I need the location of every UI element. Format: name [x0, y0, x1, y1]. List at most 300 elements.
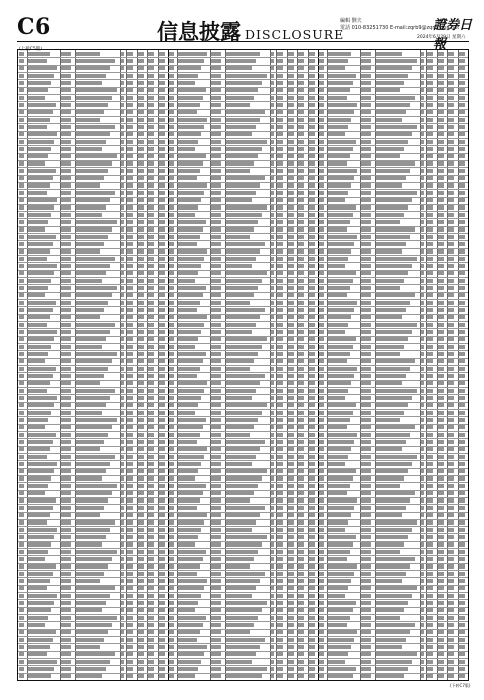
table-cell	[309, 411, 315, 415]
table-cell	[438, 235, 444, 239]
table-cell	[288, 396, 294, 400]
table-cell	[211, 491, 220, 495]
table-cell	[328, 579, 351, 583]
table-cell	[159, 176, 165, 180]
table-row-line	[18, 475, 468, 476]
table-cell	[61, 315, 70, 319]
table-cell	[361, 81, 370, 85]
table-cell	[211, 227, 220, 231]
table-cell	[376, 205, 408, 209]
table-row-line	[18, 255, 468, 256]
table-cell	[159, 52, 165, 56]
table-cell	[361, 498, 370, 502]
table-cell	[328, 88, 349, 92]
table-cell	[271, 389, 274, 393]
table-cell	[298, 411, 304, 415]
table-cell	[121, 594, 124, 598]
table-cell	[298, 396, 304, 400]
table-cell	[361, 645, 370, 649]
table-cell	[319, 227, 324, 231]
table-cell	[319, 623, 324, 627]
table-cell	[138, 425, 144, 429]
table-cell	[138, 623, 144, 627]
table-cell	[19, 183, 24, 187]
table-cell	[211, 257, 220, 261]
table-row-line	[18, 629, 468, 630]
table-cell	[309, 572, 315, 576]
table-cell	[309, 594, 315, 598]
table-cell	[226, 205, 266, 209]
table-cell	[178, 96, 202, 100]
table-cell	[178, 469, 198, 473]
table-cell	[448, 374, 454, 378]
table-cell	[19, 440, 24, 444]
table-cell	[138, 440, 144, 444]
table-cell	[121, 425, 124, 429]
table-cell	[448, 608, 454, 612]
table-cell	[376, 74, 408, 78]
table-cell	[19, 337, 24, 341]
table-cell	[288, 257, 294, 261]
table-cell	[178, 535, 198, 539]
table-cell	[448, 74, 454, 78]
table-cell	[427, 279, 433, 283]
table-row-line	[18, 563, 468, 564]
table-row-line	[18, 504, 468, 505]
table-cell	[448, 433, 454, 437]
table-cell	[159, 608, 165, 612]
table-cell	[438, 59, 444, 63]
table-row-line	[18, 424, 468, 425]
table-cell	[298, 308, 304, 312]
table-cell	[19, 52, 24, 56]
table-cell	[288, 550, 294, 554]
table-cell	[76, 359, 112, 363]
table-cell	[28, 572, 52, 576]
table-cell	[211, 81, 220, 85]
table-cell	[459, 418, 465, 422]
table-cell	[226, 88, 258, 92]
table-cell	[127, 396, 133, 400]
table-cell	[211, 103, 220, 107]
table-cell	[421, 491, 424, 495]
table-cell	[148, 425, 154, 429]
table-cell	[138, 279, 144, 283]
table-cell	[169, 110, 174, 114]
table-cell	[361, 396, 370, 400]
table-cell	[376, 389, 416, 393]
table-cell	[148, 330, 154, 334]
table-cell	[361, 535, 370, 539]
table-cell	[169, 191, 174, 195]
table-cell	[76, 315, 99, 319]
table-cell	[121, 418, 124, 422]
table-cell	[319, 418, 324, 422]
table-cell	[127, 125, 133, 129]
table-cell	[271, 183, 274, 187]
table-cell	[309, 418, 315, 422]
table-cell	[121, 455, 124, 459]
table-cell	[448, 264, 454, 268]
table-cell	[61, 103, 70, 107]
table-cell	[28, 455, 46, 459]
table-cell	[438, 205, 444, 209]
table-cell	[138, 81, 144, 85]
table-row-line	[18, 189, 468, 190]
table-cell	[319, 147, 324, 151]
table-cell	[76, 235, 108, 239]
table-cell	[459, 345, 465, 349]
table-cell	[138, 498, 144, 502]
table-cell	[427, 667, 433, 671]
table-cell	[76, 455, 114, 459]
table-cell	[226, 520, 256, 524]
table-cell	[421, 440, 424, 444]
table-cell	[178, 323, 204, 327]
table-cell	[421, 308, 424, 312]
table-cell	[277, 183, 283, 187]
table-cell	[178, 594, 201, 598]
table-cell	[309, 220, 315, 224]
table-row-line	[18, 167, 468, 168]
table-cell	[376, 257, 416, 261]
table-cell	[271, 359, 274, 363]
table-cell	[319, 323, 324, 327]
table-cell	[319, 374, 324, 378]
table-cell	[159, 418, 165, 422]
table-cell	[121, 528, 124, 532]
table-cell	[309, 242, 315, 246]
table-cell	[271, 403, 274, 407]
table-cell	[271, 213, 274, 217]
table-cell	[121, 96, 124, 100]
table-cell	[459, 257, 465, 261]
table-cell	[169, 535, 174, 539]
table-cell	[127, 403, 133, 407]
table-cell	[226, 645, 260, 649]
table-row-line	[18, 402, 468, 403]
table-cell	[298, 528, 304, 532]
table-cell	[121, 484, 124, 488]
table-cell	[226, 586, 256, 590]
table-cell	[319, 630, 324, 634]
table-cell	[127, 667, 133, 671]
table-cell	[61, 520, 70, 524]
table-cell	[328, 528, 345, 532]
table-cell	[19, 396, 24, 400]
table-cell	[328, 242, 354, 246]
table-cell	[438, 374, 444, 378]
table-cell	[226, 396, 252, 400]
table-cell	[319, 103, 324, 107]
table-cell	[421, 572, 424, 576]
table-cell	[448, 352, 454, 356]
table-cell	[421, 81, 424, 85]
table-cell	[421, 476, 424, 480]
table-cell	[61, 52, 70, 56]
table-cell	[76, 440, 104, 444]
table-cell	[288, 52, 294, 56]
table-cell	[328, 220, 349, 224]
table-cell	[448, 96, 454, 100]
table-cell	[159, 140, 165, 144]
table-cell	[448, 140, 454, 144]
table-cell	[127, 147, 133, 151]
table-cell	[361, 594, 370, 598]
table-cell	[148, 367, 154, 371]
table-cell	[19, 169, 24, 173]
table-cell	[288, 462, 294, 466]
table-cell	[271, 132, 274, 136]
table-cell	[76, 586, 114, 590]
table-cell	[361, 579, 370, 583]
table-cell	[226, 242, 264, 246]
table-cell	[28, 381, 49, 385]
table-cell	[277, 630, 283, 634]
table-cell	[448, 564, 454, 568]
table-cell	[169, 81, 174, 85]
table-cell	[19, 557, 24, 561]
table-cell	[438, 418, 444, 422]
table-cell	[121, 630, 124, 634]
table-cell	[169, 433, 174, 437]
table-cell	[138, 249, 144, 253]
table-cell	[226, 374, 264, 378]
table-cell	[148, 403, 154, 407]
table-cell	[438, 74, 444, 78]
table-cell	[271, 257, 274, 261]
table-cell	[427, 660, 433, 664]
newspaper-logo: 證券日報	[433, 18, 473, 52]
table-cell	[127, 88, 133, 92]
table-cell	[211, 279, 220, 283]
table-cell	[459, 572, 465, 576]
table-cell	[127, 411, 133, 415]
table-cell	[376, 528, 412, 532]
table-cell	[421, 608, 424, 612]
table-cell	[76, 161, 112, 165]
table-cell	[459, 176, 465, 180]
table-cell	[328, 572, 354, 576]
table-cell	[288, 220, 294, 224]
table-cell	[211, 74, 220, 78]
table-cell	[127, 227, 133, 231]
table-cell	[19, 645, 24, 649]
table-cell	[298, 594, 304, 598]
table-cell	[271, 447, 274, 451]
table-cell	[211, 249, 220, 253]
table-cell	[298, 154, 304, 158]
table-cell	[309, 520, 315, 524]
table-cell	[448, 476, 454, 480]
table-cell	[19, 352, 24, 356]
table-row-line	[18, 277, 468, 278]
table-cell	[76, 638, 104, 642]
table-cell	[169, 616, 174, 620]
table-cell	[421, 110, 424, 114]
table-cell	[427, 484, 433, 488]
table-cell	[376, 506, 406, 510]
table-cell	[271, 125, 274, 129]
table-cell	[459, 674, 465, 678]
table-cell	[121, 616, 124, 620]
table-cell	[127, 293, 133, 297]
table-cell	[226, 638, 264, 642]
table-cell	[148, 110, 154, 114]
table-cell	[319, 586, 324, 590]
table-cell	[28, 447, 49, 451]
table-cell	[226, 301, 249, 305]
table-cell	[138, 293, 144, 297]
table-cell	[298, 257, 304, 261]
table-cell	[211, 557, 220, 561]
table-cell	[328, 257, 348, 261]
table-cell	[211, 455, 220, 459]
table-cell	[19, 476, 24, 480]
table-cell	[127, 660, 133, 664]
table-cell	[459, 403, 465, 407]
table-cell	[178, 462, 201, 466]
table-cell	[298, 88, 304, 92]
table-cell	[121, 315, 124, 319]
table-cell	[178, 359, 202, 363]
table-cell	[76, 257, 114, 261]
table-cell	[121, 440, 124, 444]
table-cell	[148, 271, 154, 275]
table-cell	[169, 652, 174, 656]
table-cell	[19, 579, 24, 583]
table-cell	[298, 579, 304, 583]
table-cell	[448, 425, 454, 429]
table-cell	[178, 667, 198, 671]
table-cell	[298, 455, 304, 459]
table-cell	[28, 88, 48, 92]
table-cell	[309, 235, 315, 239]
table-cell	[28, 389, 46, 393]
table-cell	[277, 403, 283, 407]
table-cell	[298, 381, 304, 385]
table-cell	[361, 513, 370, 517]
table-cell	[438, 198, 444, 202]
table-cell	[61, 433, 70, 437]
table-cell	[421, 586, 424, 590]
table-cell	[328, 293, 346, 297]
table-cell	[459, 491, 465, 495]
table-cell	[376, 198, 412, 202]
table-cell	[226, 191, 256, 195]
table-cell	[159, 74, 165, 78]
table-cell	[148, 528, 154, 532]
table-cell	[448, 169, 454, 173]
table-cell	[169, 352, 174, 356]
table-cell	[319, 352, 324, 356]
table-cell	[169, 96, 174, 100]
table-cell	[438, 630, 444, 634]
table-cell	[421, 550, 424, 554]
table-cell	[271, 528, 274, 532]
table-cell	[19, 227, 24, 231]
table-cell	[121, 227, 124, 231]
table-cell	[361, 279, 370, 283]
table-cell	[271, 279, 274, 283]
table-cell	[288, 367, 294, 371]
table-cell	[169, 440, 174, 444]
table-cell	[309, 227, 315, 231]
table-cell	[226, 249, 260, 253]
table-cell	[271, 286, 274, 290]
table-cell	[148, 440, 154, 444]
table-cell	[28, 469, 54, 473]
table-cell	[361, 367, 370, 371]
table-cell	[28, 352, 48, 356]
table-cell	[438, 337, 444, 341]
table-cell	[19, 140, 24, 144]
table-cell	[61, 301, 70, 305]
table-cell	[298, 220, 304, 224]
table-cell	[19, 535, 24, 539]
table-cell	[459, 367, 465, 371]
table-cell	[76, 374, 104, 378]
table-cell	[169, 447, 174, 451]
table-cell	[427, 337, 433, 341]
table-cell	[169, 418, 174, 422]
table-cell	[361, 161, 370, 165]
table-cell	[459, 389, 465, 393]
table-cell	[288, 242, 294, 246]
table-cell	[438, 660, 444, 664]
table-cell	[76, 88, 116, 92]
table-cell	[438, 396, 444, 400]
table-cell	[76, 352, 116, 356]
table-cell	[448, 271, 454, 275]
table-row-line	[18, 497, 468, 498]
table-cell	[288, 330, 294, 334]
table-cell	[61, 389, 70, 393]
table-cell	[309, 301, 315, 305]
table-cell	[319, 484, 324, 488]
table-cell	[178, 110, 196, 114]
table-cell	[169, 132, 174, 136]
table-cell	[169, 491, 174, 495]
table-cell	[19, 455, 24, 459]
table-cell	[211, 205, 220, 209]
table-cell	[438, 227, 444, 231]
table-cell	[376, 550, 399, 554]
table-cell	[376, 623, 414, 627]
table-cell	[271, 88, 274, 92]
table-cell	[148, 476, 154, 480]
table-cell	[121, 242, 124, 246]
table-cell	[121, 374, 124, 378]
table-cell	[288, 359, 294, 363]
table-cell	[376, 667, 408, 671]
table-cell	[438, 462, 444, 466]
table-cell	[448, 520, 454, 524]
table-cell	[277, 103, 283, 107]
table-cell	[298, 557, 304, 561]
table-cell	[28, 293, 45, 297]
table-cell	[76, 271, 106, 275]
table-cell	[138, 389, 144, 393]
table-cell	[76, 630, 108, 634]
table-row-line	[18, 160, 468, 161]
table-cell	[438, 169, 444, 173]
table-cell	[309, 557, 315, 561]
table-cell	[76, 264, 110, 268]
table-cell	[178, 425, 202, 429]
table-cell	[138, 403, 144, 407]
table-cell	[421, 447, 424, 451]
